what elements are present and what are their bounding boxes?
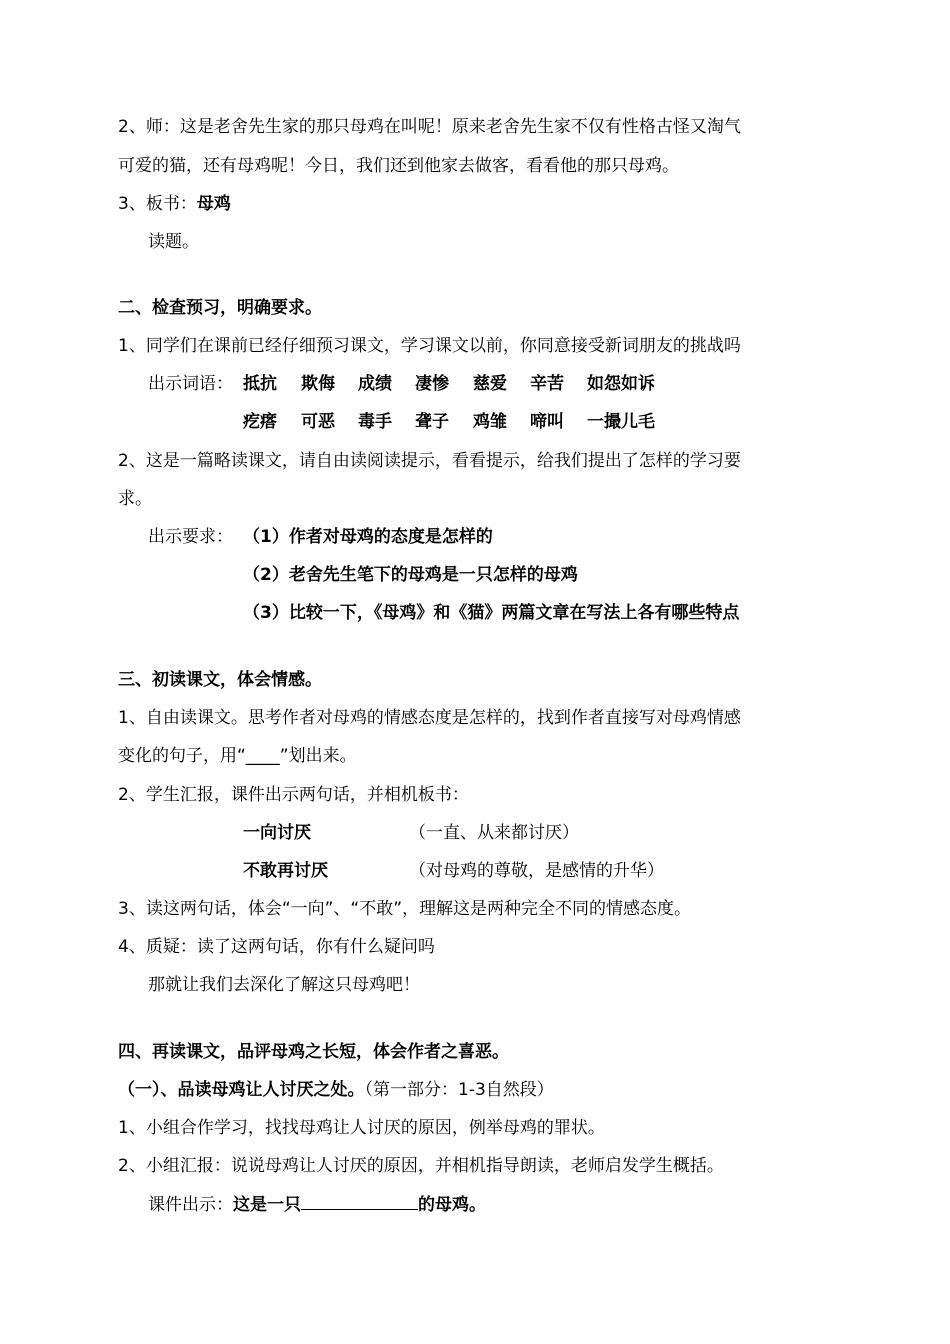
fill-sentence-start: 这是一只 bbox=[233, 1195, 301, 1215]
paragraph-line: 求。 bbox=[118, 489, 152, 509]
paragraph-line: 1、自由读课文。思考作者对母鸡的情感态度是怎样的，找到作者直接写对母鸡情感 bbox=[118, 708, 741, 728]
line-prefix: 课件出示： bbox=[148, 1195, 233, 1215]
paragraph-line: 1、同学们在课前已经仔细预习课文，学习课文以前，你同意接受新词朋友的挑战吗 bbox=[118, 336, 741, 356]
section-heading: 三、初读课文，体会情感。 bbox=[118, 670, 322, 690]
vocab-word: 疙瘩 bbox=[243, 412, 277, 432]
vocab-word: 辛苦 bbox=[530, 374, 564, 394]
vocab-word: 成绩 bbox=[358, 374, 392, 394]
requirement-item: （3）比较一下，《母鸡》和《猫》两篇文章在写法上各有哪些特点 bbox=[243, 603, 740, 623]
paragraph-line: 2、这是一篇略读课文，请自由读阅读提示，看看提示，给我们提出了怎样的学习要 bbox=[118, 451, 741, 471]
section-heading: 四、再读课文，品评母鸡之长短，体会作者之喜恶。 bbox=[118, 1042, 509, 1062]
vocab-word: 凄惨 bbox=[415, 374, 449, 394]
vocab-word: 聋子 bbox=[415, 412, 449, 432]
vocab-word: 如怨如诉 bbox=[587, 374, 655, 394]
board-phrase: 不敢再讨厌 bbox=[243, 861, 328, 881]
vocab-word: 抵抗 bbox=[243, 374, 277, 394]
requirements-label: 出示要求： bbox=[148, 527, 233, 547]
paragraph-line: 1、小组合作学习，找找母鸡让人讨厌的原因，例举母鸡的罪状。 bbox=[118, 1118, 605, 1138]
vocab-word: 啼叫 bbox=[530, 412, 564, 432]
fill-sentence-end: 的母鸡。 bbox=[418, 1195, 486, 1215]
subsection-note: （第一部分：1-3自然段） bbox=[364, 1080, 554, 1100]
paragraph-line bbox=[118, 193, 231, 215]
vocab-word: 慈爱 bbox=[473, 374, 507, 394]
vocab-word: 一撮儿毛 bbox=[587, 412, 655, 432]
paragraph-line: 读题。 bbox=[148, 232, 199, 252]
phrase-note: （对母鸡的尊敬，是感情的升华） bbox=[409, 861, 664, 881]
board-phrase: 一向讨厌 bbox=[243, 823, 311, 843]
paragraph-line: 2、学生汇报，课件出示两句话，并相机板书： bbox=[118, 785, 469, 805]
paragraph-line: 可爱的猫，还有母鸡呢！今日，我们还到他家去做客，看看他的那只母鸡。 bbox=[118, 156, 679, 176]
vocab-word: 毒手 bbox=[358, 412, 392, 432]
vocab-word: 欺侮 bbox=[301, 374, 335, 394]
paragraph-line: 2、小组汇报：说说母鸡让人讨厌的原因，并相机指导朗读，老师启发学生概括。 bbox=[118, 1156, 724, 1176]
phrase-note: （一直、从来都讨厌） bbox=[409, 823, 579, 843]
paragraph-line: 4、质疑：读了这两句话，你有什么疑问吗 bbox=[118, 937, 435, 957]
vocab-word: 可恶 bbox=[301, 412, 335, 432]
section-heading: 二、检查预习，明确要求。 bbox=[118, 298, 322, 318]
fill-in-blank bbox=[301, 1193, 418, 1210]
line-prefix: 3、板书： bbox=[118, 194, 197, 214]
vocab-word: 鸡雏 bbox=[473, 412, 507, 432]
paragraph-line bbox=[148, 1193, 486, 1216]
requirement-item: （2）老舍先生笔下的母鸡是一只怎样的母鸡 bbox=[243, 565, 578, 585]
words-label: 出示词语： bbox=[148, 374, 233, 394]
board-title: 母鸡 bbox=[196, 194, 231, 214]
requirement-item: （1）作者对母鸡的态度是怎样的 bbox=[243, 527, 493, 547]
paragraph-line: 那就让我们去深化了解这只母鸡吧！ bbox=[148, 975, 420, 995]
paragraph-line: 3、读这两句话，体会“一向”、“不敢”，理解这是两种完全不同的情感态度。 bbox=[118, 899, 692, 919]
subsection-title: （一）、品读母鸡让人讨厌之处。 bbox=[118, 1080, 365, 1100]
subsection-heading bbox=[118, 1079, 554, 1101]
paragraph-line: 变化的句子，用“____”划出来。 bbox=[118, 746, 357, 766]
paragraph-line: 2、师：这是老舍先生家的那只母鸡在叫呢！原来老舍先生家不仅有性格古怪又淘气 bbox=[118, 117, 741, 137]
